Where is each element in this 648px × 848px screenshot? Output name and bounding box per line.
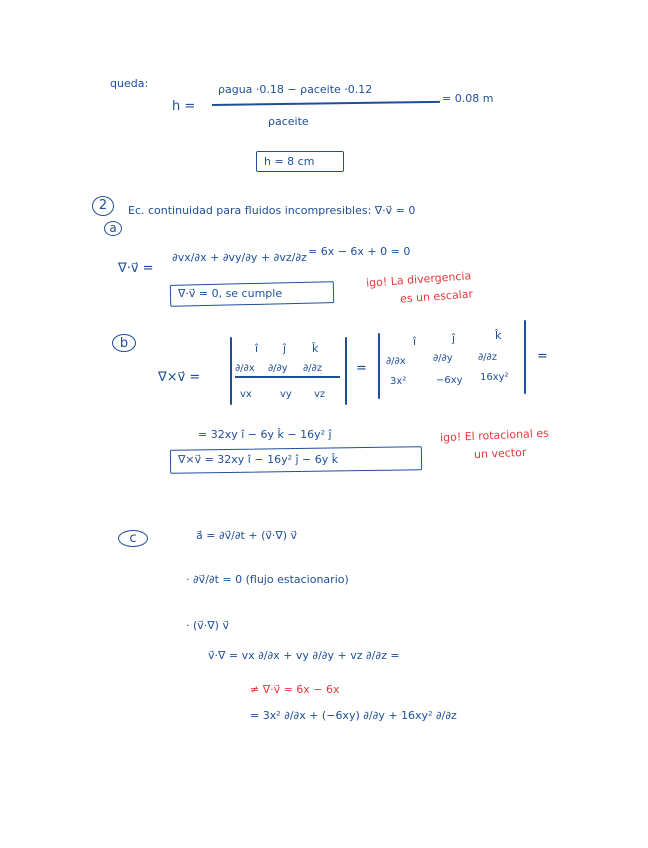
det2-k-hat: k̂ xyxy=(495,329,502,342)
divergence-result: = 6x − 6x + 0 = 0 xyxy=(308,245,411,258)
note-curl-line2: un vector xyxy=(473,445,527,462)
h-boxed-value: h = 8 cm xyxy=(264,155,315,168)
problem-number-2: 2 xyxy=(92,196,114,216)
det1-vz: vz xyxy=(314,389,326,400)
acceleration-equation: a⃗ = ∂v⃗/∂t + (v⃗·∇) v⃗ xyxy=(196,529,298,542)
divergence-boxed: ∇·v⃗ = 0, se cumple xyxy=(178,287,283,300)
det2-j-hat: ĵ xyxy=(452,332,456,345)
fraction-bar xyxy=(212,101,440,106)
h-result: = 0.08 m xyxy=(442,92,494,105)
note-divergence-line2: es un escalar xyxy=(399,287,474,306)
det2-right-bar xyxy=(524,320,526,394)
convective-term-bullet: · (v⃗·∇) v⃗ xyxy=(186,619,229,632)
curl-lhs: ∇×v⃗ = xyxy=(158,370,201,385)
part-b-marker: b xyxy=(112,334,136,352)
det2-i-hat: î xyxy=(413,335,417,348)
det2-3x2: 3x² xyxy=(390,376,407,387)
continuity-statement: Ec. continuidad para fluidos incompresibles: ∇·v⃗ = 0 xyxy=(128,204,416,217)
note-curl-line1: igo! El rotacional es xyxy=(439,426,550,445)
det1-vx: vx xyxy=(240,389,252,400)
det1-d-dx: ∂/∂x xyxy=(235,363,255,374)
det1-left-bar xyxy=(230,337,232,405)
divergence-lhs: ∇·v⃗ = xyxy=(118,261,154,276)
curl-boxed: ∇×v⃗ = 32xy î − 16y² ĵ − 6y k̂ xyxy=(178,453,339,466)
det1-d-dy: ∂/∂y xyxy=(268,363,288,374)
det1-vy: vy xyxy=(280,389,292,400)
det2-d-dz: ∂/∂z xyxy=(478,352,497,363)
divergence-terms: ∂vx/∂x + ∂vy/∂y + ∂vz/∂z xyxy=(172,251,307,264)
det1-i-hat: î xyxy=(255,342,259,355)
steady-flow-bullet: · ∂v⃗/∂t = 0 (flujo estacionario) xyxy=(186,573,349,586)
h-numerator: ρagua ·0.18 − ρaceite ·0.12 xyxy=(218,83,373,96)
v-dot-grad-expansion: v⃗·∇ = vx ∂/∂x + vy ∂/∂y + vz ∂/∂z = xyxy=(208,649,400,662)
operator-expansion: = 3x² ∂/∂x + (−6xy) ∂/∂y + 16xy² ∂/∂z xyxy=(250,709,457,722)
det1-d-dz: ∂/∂z xyxy=(303,363,322,374)
part-c-marker: c xyxy=(118,530,148,547)
part-a-marker: a xyxy=(104,221,122,236)
det2-16xy2: 16xy² xyxy=(480,372,509,383)
h-denominator: ρaceite xyxy=(268,115,309,128)
det-equals-2: = xyxy=(537,349,548,364)
note-divergence-line1: igo! La divergencia xyxy=(365,269,472,290)
not-divergence-note: ≠ ∇·v⃗ = 6x − 6x xyxy=(250,683,340,696)
det1-row2-underline xyxy=(235,376,340,378)
h-equation-lhs: h = xyxy=(172,99,196,114)
det2-left-bar xyxy=(378,333,380,399)
det2-d-dy: ∂/∂y xyxy=(433,353,453,364)
det2-d-dx: ∂/∂x xyxy=(386,356,406,367)
det-equals-1: = xyxy=(356,361,367,376)
det1-k-hat: k̂ xyxy=(312,342,319,355)
det1-j-hat: ĵ xyxy=(283,342,287,355)
det2-minus6xy: −6xy xyxy=(436,375,463,386)
curl-result-line: = 32xy î − 6y k̂ − 16y² ĵ xyxy=(198,428,332,441)
det1-right-bar xyxy=(345,337,347,405)
queda-label: queda: xyxy=(110,77,149,90)
